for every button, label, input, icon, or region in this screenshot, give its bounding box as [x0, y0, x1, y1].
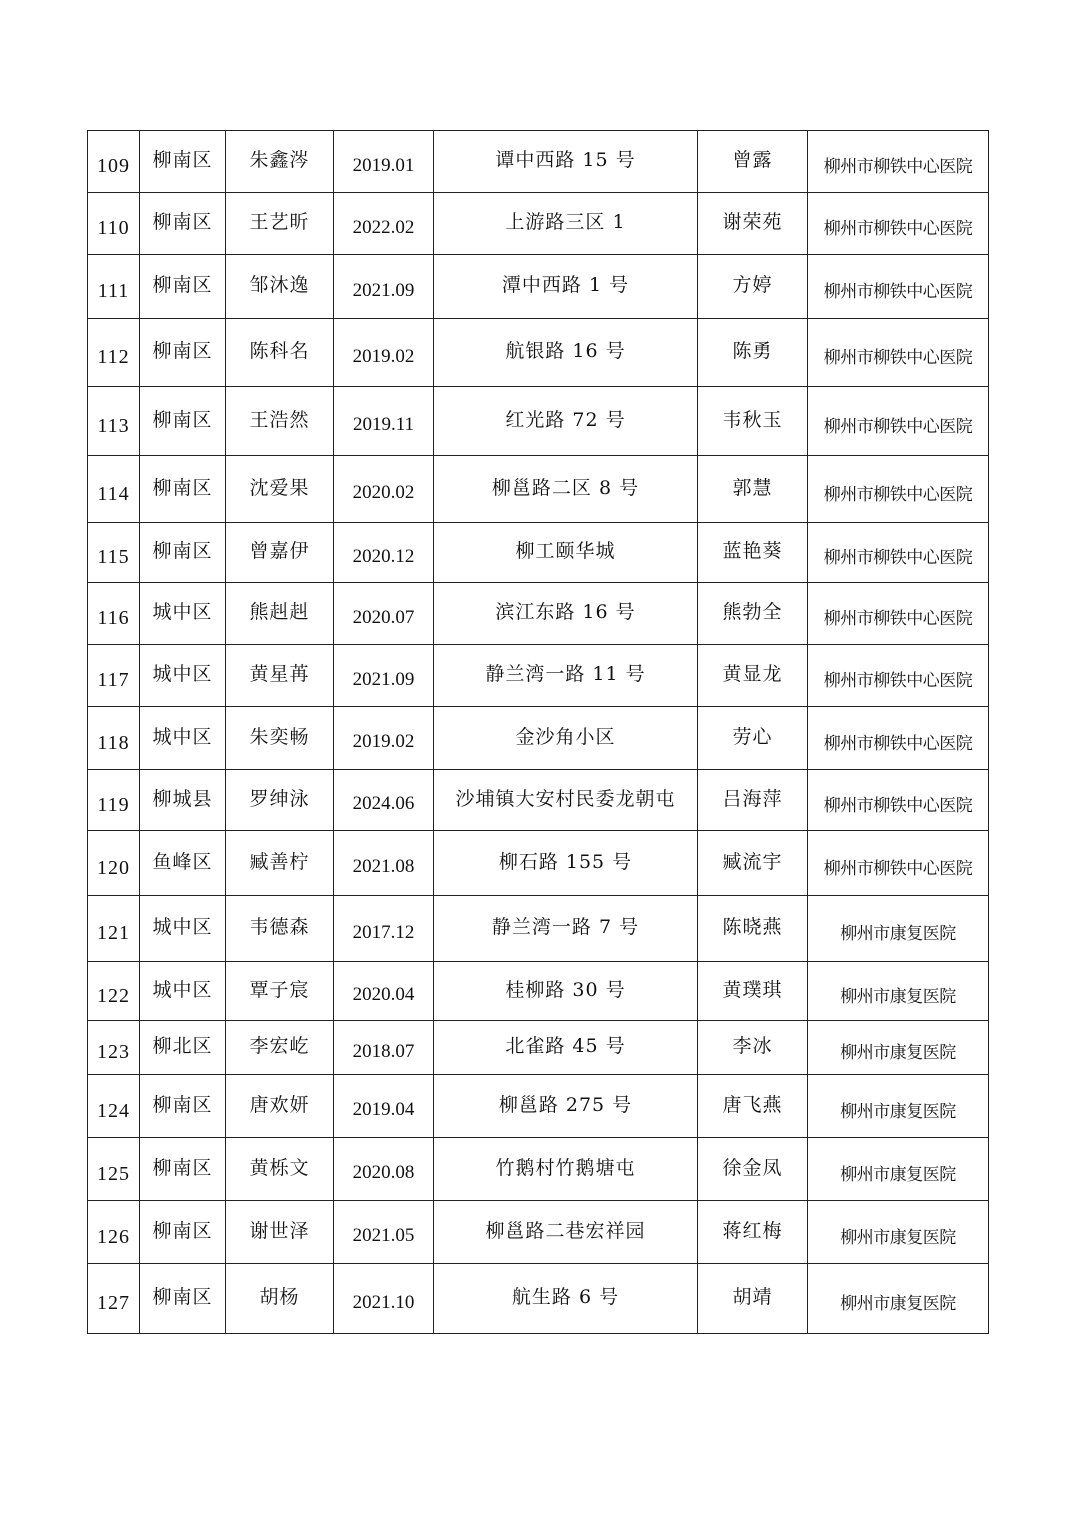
row-number: 110	[88, 193, 140, 255]
hospital-cell: 柳州市柳铁中心医院	[808, 707, 989, 770]
child-name-cell: 邹沐逸	[226, 255, 334, 319]
table-row	[88, 456, 989, 523]
guardian-cell: 熊勃全	[698, 583, 808, 645]
guardian-cell: 臧流宇	[698, 831, 808, 896]
row-number: 120	[88, 831, 140, 896]
table-row	[88, 583, 989, 645]
address-cell: 柳邕路 275 号	[434, 1075, 698, 1138]
hospital-cell: 柳州市柳铁中心医院	[808, 193, 989, 255]
district-cell: 柳南区	[140, 1201, 226, 1264]
birth-date-cell: 2020.08	[334, 1138, 434, 1201]
row-number: 112	[88, 319, 140, 387]
child-name-cell: 王浩然	[226, 387, 334, 456]
address-cell: 静兰湾一路 11 号	[434, 645, 698, 707]
birth-date-cell: 2019.02	[334, 707, 434, 770]
table-row	[88, 770, 989, 831]
guardian-cell: 蓝艳葵	[698, 523, 808, 583]
district-cell: 柳南区	[140, 456, 226, 523]
hospital-cell: 柳州市柳铁中心医院	[808, 583, 989, 645]
guardian-cell: 蒋红梅	[698, 1201, 808, 1264]
birth-date-cell: 2022.02	[334, 193, 434, 255]
birth-date-cell: 2020.04	[334, 962, 434, 1021]
birth-date-cell: 2021.08	[334, 831, 434, 896]
address-cell: 竹鹅村竹鹅塘屯	[434, 1138, 698, 1201]
birth-date-cell: 2021.10	[334, 1264, 434, 1334]
birth-date-cell: 2020.12	[334, 523, 434, 583]
hospital-cell: 柳州市康复医院	[808, 1138, 989, 1201]
child-name-cell: 覃子宸	[226, 962, 334, 1021]
address-cell: 谭中西路 15 号	[434, 131, 698, 193]
table-row	[88, 1264, 989, 1334]
row-number: 126	[88, 1201, 140, 1264]
table-row	[88, 255, 989, 319]
guardian-cell: 陈晓燕	[698, 896, 808, 962]
guardian-cell: 方婷	[698, 255, 808, 319]
hospital-cell: 柳州市康复医院	[808, 1264, 989, 1334]
address-cell: 航银路 16 号	[434, 319, 698, 387]
birth-date-cell: 2020.07	[334, 583, 434, 645]
guardian-cell: 谢荣苑	[698, 193, 808, 255]
hospital-cell: 柳州市康复医院	[808, 1201, 989, 1264]
birth-date-cell: 2018.07	[334, 1021, 434, 1075]
hospital-cell: 柳州市柳铁中心医院	[808, 255, 989, 319]
birth-date-cell: 2020.02	[334, 456, 434, 523]
birth-date-cell: 2019.11	[334, 387, 434, 456]
hospital-cell: 柳州市柳铁中心医院	[808, 523, 989, 583]
district-cell: 柳南区	[140, 1075, 226, 1138]
birth-date-cell: 2021.09	[334, 255, 434, 319]
row-number: 116	[88, 583, 140, 645]
table-row	[88, 193, 989, 255]
district-cell: 鱼峰区	[140, 831, 226, 896]
address-cell: 上游路三区 1	[434, 193, 698, 255]
row-number: 109	[88, 131, 140, 193]
child-name-cell: 胡杨	[226, 1264, 334, 1334]
guardian-cell: 黄显龙	[698, 645, 808, 707]
child-name-cell: 曾嘉伊	[226, 523, 334, 583]
child-name-cell: 黄栎文	[226, 1138, 334, 1201]
child-name-cell: 陈科名	[226, 319, 334, 387]
row-number: 113	[88, 387, 140, 456]
address-cell: 桂柳路 30 号	[434, 962, 698, 1021]
child-name-cell: 朱奕畅	[226, 707, 334, 770]
child-name-cell: 王艺昕	[226, 193, 334, 255]
guardian-cell: 郭慧	[698, 456, 808, 523]
child-name-cell: 朱鑫涔	[226, 131, 334, 193]
district-cell: 柳南区	[140, 387, 226, 456]
district-cell: 柳南区	[140, 1264, 226, 1334]
address-cell: 柳邕路二区 8 号	[434, 456, 698, 523]
table-row	[88, 1138, 989, 1201]
guardian-cell: 唐飞燕	[698, 1075, 808, 1138]
child-name-cell: 李宏屹	[226, 1021, 334, 1075]
address-cell: 金沙角小区	[434, 707, 698, 770]
district-cell: 柳南区	[140, 523, 226, 583]
hospital-cell: 柳州市康复医院	[808, 1021, 989, 1075]
row-number: 118	[88, 707, 140, 770]
district-cell: 柳南区	[140, 131, 226, 193]
district-cell: 柳城县	[140, 770, 226, 831]
row-number: 127	[88, 1264, 140, 1334]
hospital-cell: 柳州市柳铁中心医院	[808, 831, 989, 896]
child-name-cell: 罗绅泳	[226, 770, 334, 831]
row-number: 122	[88, 962, 140, 1021]
row-number: 119	[88, 770, 140, 831]
district-cell: 城中区	[140, 896, 226, 962]
table-row	[88, 707, 989, 770]
birth-date-cell: 2019.04	[334, 1075, 434, 1138]
birth-date-cell: 2024.06	[334, 770, 434, 831]
address-cell: 滨江东路 16 号	[434, 583, 698, 645]
district-cell: 柳南区	[140, 193, 226, 255]
table-row	[88, 896, 989, 962]
hospital-cell: 柳州市柳铁中心医院	[808, 319, 989, 387]
table-row	[88, 523, 989, 583]
row-number: 121	[88, 896, 140, 962]
row-number: 124	[88, 1075, 140, 1138]
table-row	[88, 1201, 989, 1264]
address-cell: 柳工颐华城	[434, 523, 698, 583]
address-cell: 柳邕路二巷宏祥园	[434, 1201, 698, 1264]
district-cell: 城中区	[140, 707, 226, 770]
guardian-cell: 曾露	[698, 131, 808, 193]
child-name-cell: 沈爱果	[226, 456, 334, 523]
row-number: 123	[88, 1021, 140, 1075]
birth-date-cell: 2017.12	[334, 896, 434, 962]
guardian-cell: 李冰	[698, 1021, 808, 1075]
table-row	[88, 962, 989, 1021]
address-cell: 红光路 72 号	[434, 387, 698, 456]
child-name-cell: 唐欢妍	[226, 1075, 334, 1138]
birth-date-cell: 2019.02	[334, 319, 434, 387]
address-cell: 沙埔镇大安村民委龙朝屯	[434, 770, 698, 831]
district-cell: 城中区	[140, 962, 226, 1021]
birth-date-cell: 2021.09	[334, 645, 434, 707]
address-cell: 北雀路 45 号	[434, 1021, 698, 1075]
district-cell: 城中区	[140, 645, 226, 707]
district-cell: 城中区	[140, 583, 226, 645]
hospital-cell: 柳州市柳铁中心医院	[808, 645, 989, 707]
row-number: 115	[88, 523, 140, 583]
table-row	[88, 387, 989, 456]
child-name-cell: 韦德森	[226, 896, 334, 962]
row-number: 111	[88, 255, 140, 319]
table-row	[88, 1075, 989, 1138]
child-name-cell: 熊赳赳	[226, 583, 334, 645]
address-cell: 柳石路 155 号	[434, 831, 698, 896]
birth-date-cell: 2019.01	[334, 131, 434, 193]
hospital-cell: 柳州市康复医院	[808, 1075, 989, 1138]
guardian-cell: 黄璞琪	[698, 962, 808, 1021]
row-number: 117	[88, 645, 140, 707]
district-cell: 柳北区	[140, 1021, 226, 1075]
address-cell: 潭中西路 1 号	[434, 255, 698, 319]
child-name-cell: 谢世泽	[226, 1201, 334, 1264]
table-row	[88, 831, 989, 896]
table-row	[88, 1021, 989, 1075]
registry-table	[87, 130, 989, 1334]
hospital-cell: 柳州市康复医院	[808, 896, 989, 962]
address-cell: 航生路 6 号	[434, 1264, 698, 1334]
district-cell: 柳南区	[140, 1138, 226, 1201]
table-row	[88, 131, 989, 193]
hospital-cell: 柳州市柳铁中心医院	[808, 131, 989, 193]
hospital-cell: 柳州市柳铁中心医院	[808, 387, 989, 456]
row-number: 114	[88, 456, 140, 523]
row-number: 125	[88, 1138, 140, 1201]
guardian-cell: 陈勇	[698, 319, 808, 387]
hospital-cell: 柳州市柳铁中心医院	[808, 770, 989, 831]
guardian-cell: 徐金凤	[698, 1138, 808, 1201]
guardian-cell: 吕海萍	[698, 770, 808, 831]
guardian-cell: 胡靖	[698, 1264, 808, 1334]
child-name-cell: 臧善柠	[226, 831, 334, 896]
address-cell: 静兰湾一路 7 号	[434, 896, 698, 962]
child-name-cell: 黄星苒	[226, 645, 334, 707]
birth-date-cell: 2021.05	[334, 1201, 434, 1264]
table-row	[88, 319, 989, 387]
table-body	[88, 131, 989, 1334]
hospital-cell: 柳州市康复医院	[808, 962, 989, 1021]
guardian-cell: 韦秋玉	[698, 387, 808, 456]
district-cell: 柳南区	[140, 255, 226, 319]
table-row	[88, 645, 989, 707]
guardian-cell: 劳心	[698, 707, 808, 770]
district-cell: 柳南区	[140, 319, 226, 387]
hospital-cell: 柳州市柳铁中心医院	[808, 456, 989, 523]
